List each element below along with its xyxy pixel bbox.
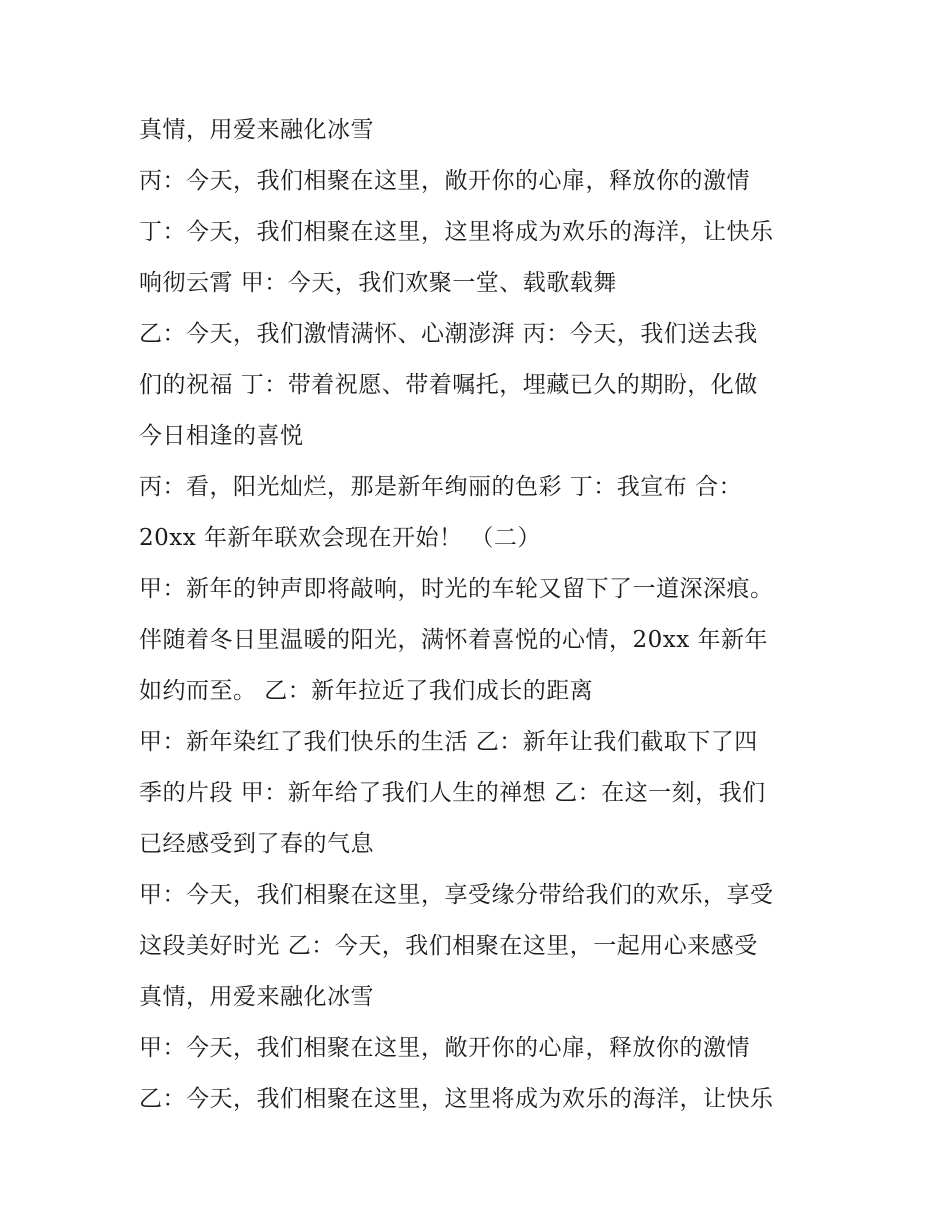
text-line: 乙：今天，我们相聚在这里，这里将成为欢乐的海洋，让快乐 (139, 1086, 774, 1112)
text-line: 季的片段 甲：新年给了我们人生的禅想 乙：在这一刻，我们 (139, 780, 766, 806)
text-line: 丙：今天，我们相聚在这里，敞开你的心扉，释放你的激情 (139, 168, 750, 194)
document-body (139, 110, 829, 1130)
text-line: 甲：新年染红了我们快乐的生活 乙：新年让我们截取下了四 (139, 729, 758, 755)
text-line: 真情，用爱来融化冰雪 (139, 117, 374, 143)
text-line: 甲：今天，我们相聚在这里，敞开你的心扉，释放你的激情 (139, 1035, 750, 1061)
text-line: 今日相逢的喜悦 (139, 423, 304, 449)
text-line: 已经感受到了春的气息 (139, 831, 374, 857)
text-line: 们的祝福 丁：带着祝愿、带着嘱托，埋藏已久的期盼，化做 (139, 372, 758, 398)
text-line: 20xx 年新年联欢会现在开始！ （二） (139, 525, 541, 551)
text-line: 响彻云霄 甲：今天，我们欢聚一堂、载歌载舞 (139, 270, 617, 296)
text-line: 丙：看，阳光灿烂，那是新年绚丽的色彩 丁：我宣布 合： (139, 474, 743, 500)
text-line: 真情，用爱来融化冰雪 (139, 984, 374, 1010)
text-line: 丁：今天，我们相聚在这里，这里将成为欢乐的海洋，让快乐 (139, 219, 774, 245)
text-line: 这段美好时光 乙：今天，我们相聚在这里，一起用心来感受 (139, 933, 758, 959)
text-line: 乙：今天，我们激情满怀、心潮澎湃 丙：今天，我们送去我 (139, 321, 758, 347)
text-line: 伴随着冬日里温暖的阳光，满怀着喜悦的心情，20xx 年新年 (139, 627, 769, 653)
text-line: 甲：新年的钟声即将敲响，时光的车轮又留下了一道深深痕。 (139, 576, 774, 602)
text-line: 如约而至。 乙：新年拉近了我们成长的距离 (139, 678, 594, 704)
text-line: 甲：今天，我们相聚在这里，享受缘分带给我们的欢乐，享受 (139, 882, 774, 908)
